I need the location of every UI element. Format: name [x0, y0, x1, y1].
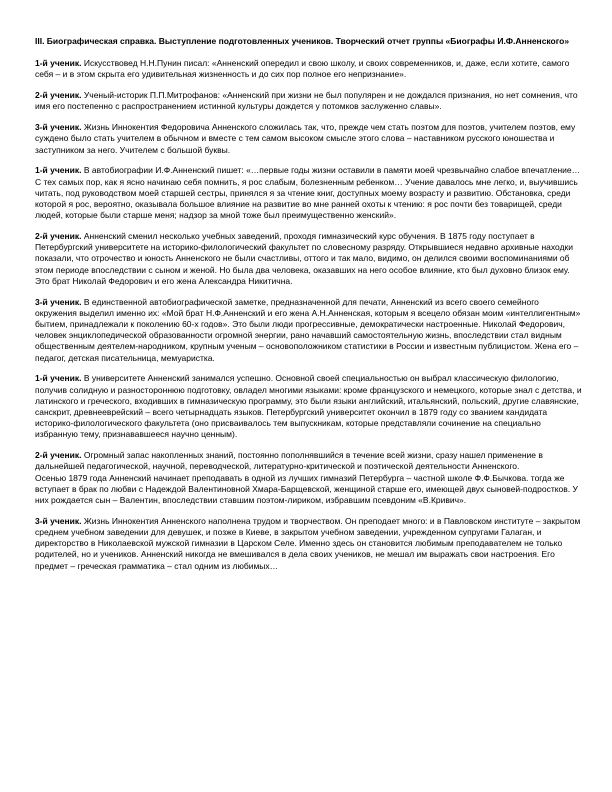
paragraph-text: Осенью 1879 года Анненский начинает преподавать в одной из лучших гимназий Петербурга – частной школе Ф.Ф.Бычкова. тогда же вступает в брак по любви с Надеждой Валентиновной Хмара-Барщевской, женщиной старше его, имеющей двух сыновей-подростков. У них рождается сын – Валентин, впоследствии ставшим поэтом-лириком, избравшим псевдоним «В.Кривич». [35, 472, 578, 506]
speaker-label: 1-й ученик. [35, 373, 82, 384]
paragraph-text: В университете Анненский занимался успешно. Основной своей специальностью он выбрал классическую филологию, получив солидную и разностороннюю подготовку, овладел многими языками: кроме французского и немецкого, которые знал с детства, и латинского и греческого, входивших в гимназическую программу, это были языки английский, итальянский, польский, другие славянские, санскрит, древнееврейский – всего четырнадцать языков. Петербургский университет окончил в 1879 году со званием кандидата историко-филологического факультета (оно присваивалось тем выпускникам, которые представляли сочинение на специально избранную тему, признававшееся научно ценным). [35, 373, 582, 440]
paragraph-family [35, 297, 582, 364]
paragraph-text: В автобиографии И.Ф.Анненский пишет: «…первые годы жизни оставили в памяти моей чрезвычайно слабое впечатление… С тех самых пор, как я ясно начинаю себя помнить, я рос слабым, болезненным ребенком… Учение давалось мне легко, и, выучившись читать, под руководством моей старшей сестры, принялся я за чтение книг, доступных моему возрасту и развитию. Обстановка, среди которой я рос, вероятно, оказывала большое влияние на развитие во мне ранней охоты к чтению: я рос почти без товарищей, среди людей, которые были старше меня; надзор за мной тоже был преимущественно женский». [35, 165, 581, 221]
paragraph-text: Жизнь Иннокентия Федоровича Анненского сложилась так, что, прежде чем стать поэтом для поэтов, учителем поэтов, ему суждено было стать учителем в обычном и вместе с тем самом высоком смысле этого слова – наставником русского юношества и заступником за него. Учителем с большой буквы. [35, 122, 576, 155]
paragraph-text: Ученый-историк П.П.Митрофанов: «Анненский при жизни не был популярен и не дождался признания, но нет сомнения, что имя его постепенно с распространением истинной культуры дождется у потомков заслуженно славы». [35, 90, 578, 112]
paragraph-punin-quote [35, 58, 582, 80]
paragraph-autobiography [35, 165, 582, 221]
speaker-label: 2-й ученик. [35, 231, 82, 242]
paragraph-text: Искусствовед Н.Н.Пунин писал: «Анненский опередил и свою школу, и своих современников, и, даже, если хотите, самого себя – и в этом скрыта его удивительная жизненность и до сих пор полное его непризнание». [35, 58, 570, 80]
paragraph-text: Анненский сменил несколько учебных заведений, проходя гимназический курс обучения. В 1875 году поступает в Петербургский университете на историко-филологический факультет по словесному разряду. Открывшиеся недавно архивные находки показали, что отрочество и юность Анненского не были счастливы, оттого и так мало, видимо, он делился своими воспоминаниями об этом периоде впоследствии с сыном и женой. Но была два человека, оказавших на него особое влияние, кто был духовно близок ему. Это брат Николай Федорович и его жена Александра Никитична. [35, 231, 574, 286]
speaker-label: 1-й ученик. [35, 58, 82, 69]
paragraph-knowledge [35, 450, 582, 472]
paragraph-text: Огромный запас накопленных знаний, постоянно пополнявшийся в течение всей жизни, сразу нашел применение в дальнейшей педагогической, научной, переводческой, литературно-критической и поэтической деятельности Анненского. [35, 450, 543, 472]
paragraph-teacher [35, 122, 582, 156]
paragraph-education [35, 231, 582, 287]
speaker-label: 3-й ученик. [35, 296, 82, 307]
paragraph-teaching-start [35, 473, 582, 507]
speaker-label: 3-й ученик. [35, 122, 82, 133]
document-page [35, 36, 582, 581]
speaker-label: 1-й ученик. [35, 165, 82, 176]
paragraph-university [35, 373, 582, 440]
paragraph-text: В единственной автобиографической заметке, предназначенной для печати, Анненский из всего своего семейного окружения выделил именно их: «Мой брат Н.Ф.Анненский и его жена А.Н.Анненская, которым я всецело обязан моим «интеллигентным» бытием, принадлежали к поколению 60-х годов». Это были люди прогрессивные, демократически настроенные. Николай Федорович, человек энциклопедической образованности огромной энергии, рано начавший самостоятельную жизнь, впоследствии стал видным общественным деятелем-народником, крупным ученым – основоположником статистики в России и известным публицистом. Жена его – педагог, детская писательница, мемуаристка. [35, 296, 581, 363]
section-title: III. Биографическая справка. Выступление подготовленных учеников. Творческий отчет группы «Биографы И.Ф.Анненского» [35, 36, 570, 46]
speaker-label: 3-й ученик. [35, 515, 82, 526]
paragraph-text: Жизнь Иннокентия Анненского наполнена трудом и творчеством. Он преподает много: и в Павловском институте – закрытом среднем учебном заведении для девушек, и позже в Киеве, в закрытом учебном заведении, учрежденном супругами Галаган, и директорство в Николаевской мужской гимназии в Царском Селе. Именно здесь он становится любимым преподавателем не только родителей, но и учеников. Анненский никогда не вмешивался в дела своих учеников, не мешал им выражать свои настроения. Его предмет – греческая грамматика – стал одним из любимых… [35, 515, 581, 571]
speaker-label: 2-й ученик. [35, 90, 82, 101]
paragraph-mitrofanov-quote [35, 90, 582, 112]
speaker-label: 2-й ученик. [35, 450, 82, 461]
paragraph-work [35, 516, 582, 572]
